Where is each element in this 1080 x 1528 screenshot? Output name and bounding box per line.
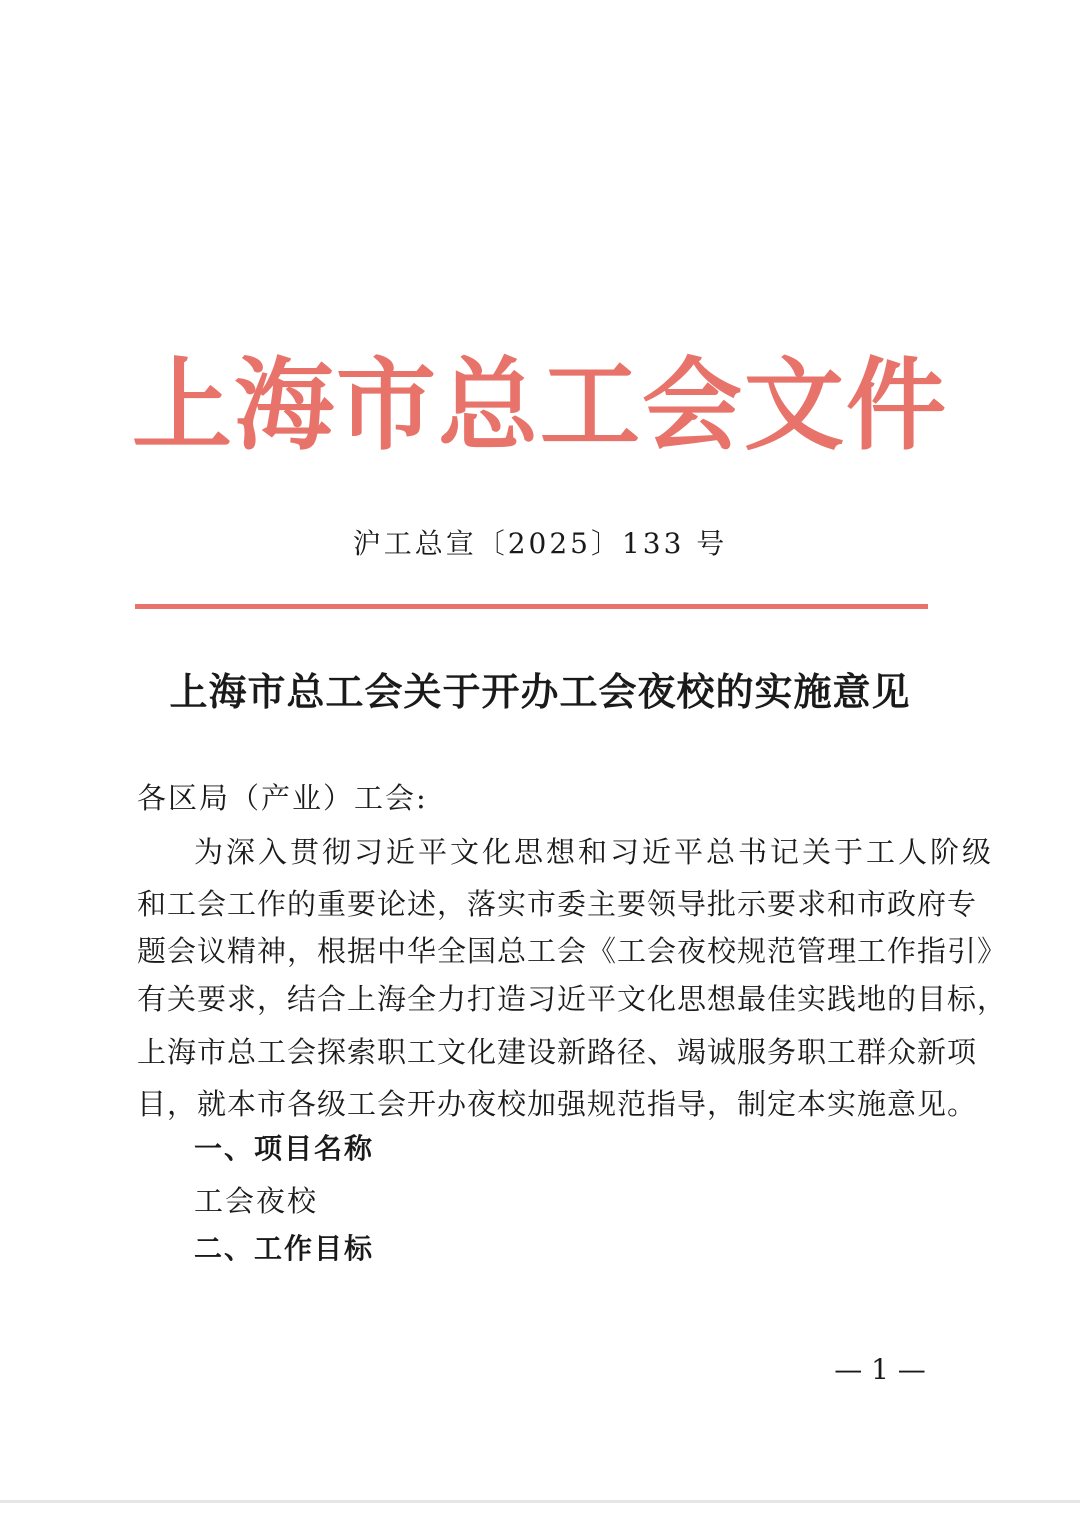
- org-header-title: 上海市总工会文件: [132, 346, 948, 464]
- section-text: 工会夜校: [194, 1184, 319, 1218]
- section-heading: 一、项目名称: [194, 1132, 375, 1165]
- page-number: — 1 —: [834, 1353, 926, 1386]
- paragraph-line: 为深入贯彻习近平文化思想和习近平总书记关于工人阶级: [194, 835, 995, 869]
- paragraph-line: 上海市总工会探索职工文化建设新路径、竭诚服务职工群众新项: [137, 1035, 978, 1069]
- paragraph-line: 和工会工作的重要论述，落实市委主要领导批示要求和市政府专: [137, 887, 978, 921]
- scan-edge-line: [0, 1500, 1080, 1503]
- paragraph-line: 有关要求，结合上海全力打造习近平文化思想最佳实践地的目标，: [137, 982, 1008, 1016]
- document-number: 沪工总宣〔2025〕133 号: [352, 527, 728, 560]
- paragraph-line: 目，就本市各级工会开办夜校加强规范指导，制定本实施意见。: [137, 1087, 978, 1121]
- salutation: 各区局（产业）工会:: [137, 781, 428, 815]
- red-divider-line: [135, 604, 928, 609]
- paragraph-line: 题会议精神，根据中华全国总工会《工会夜校规范管理工作指引》: [137, 934, 1008, 968]
- section-heading: 二、工作目标: [194, 1232, 375, 1265]
- document-title: 上海市总工会关于开办工会夜校的实施意见: [169, 669, 911, 714]
